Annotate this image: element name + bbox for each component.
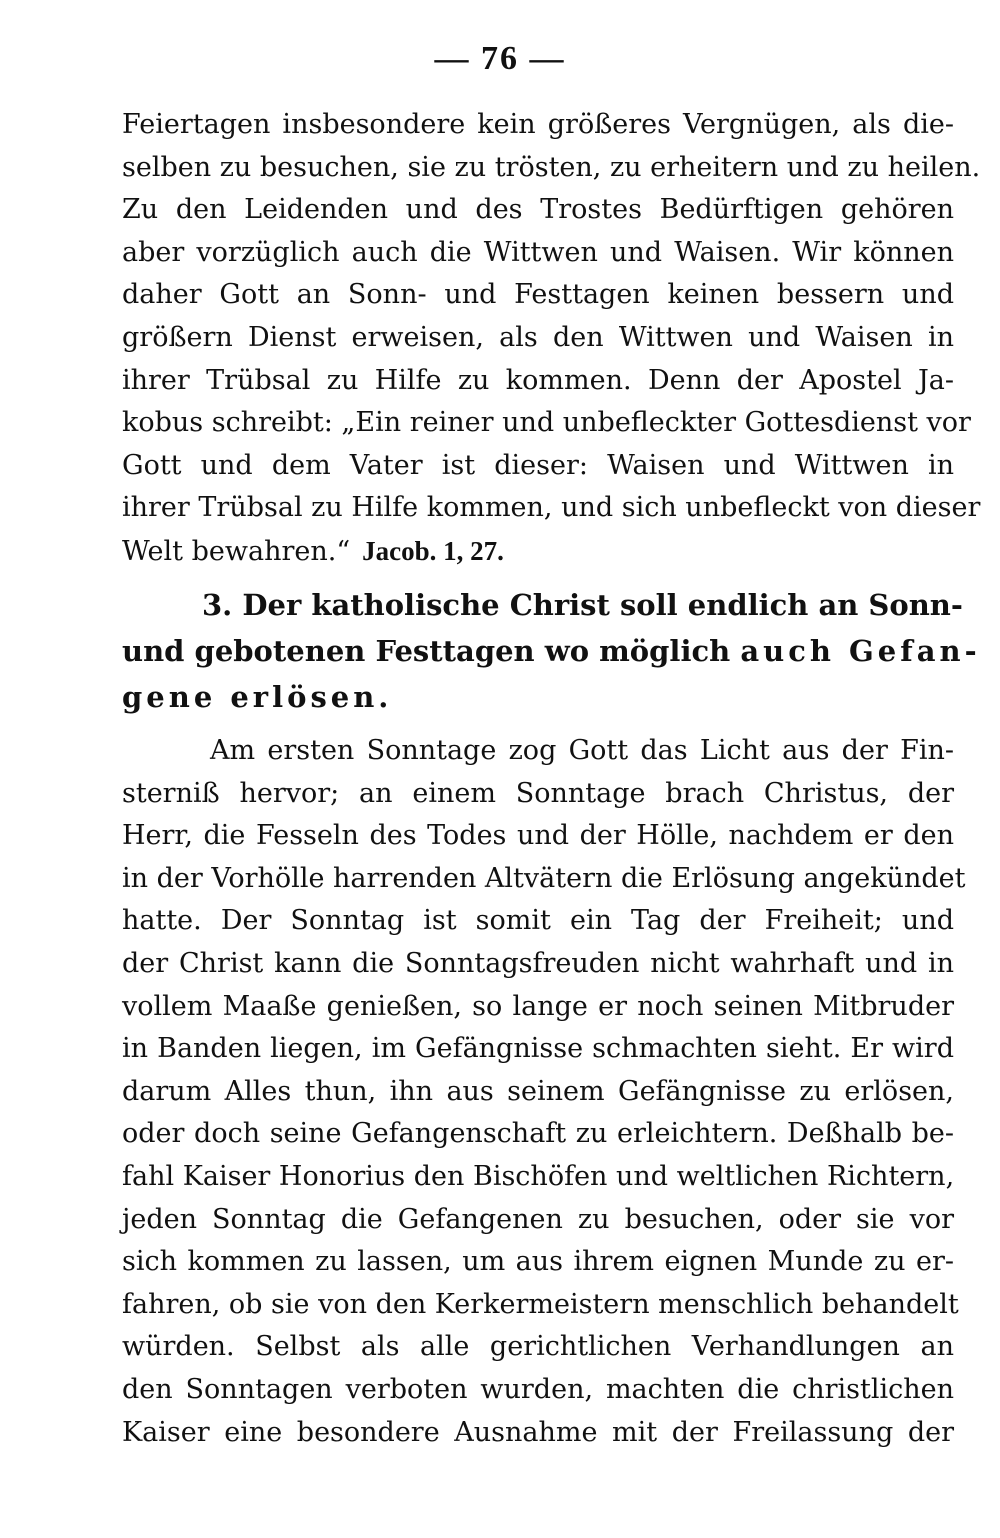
text-line: in der Vorhölle harrenden Altvätern die Erlösung angekündet	[122, 862, 966, 894]
text-line: Feiertagen insbesondere kein größeres Vergnügen, als die-	[122, 109, 954, 140]
heading-line	[122, 628, 981, 674]
text-line: Am ersten Sonntage zog Gott das Licht aus der Fin-	[210, 735, 954, 766]
text-line: darum Alles thun, ihn aus seinem Gefängnisse zu erlösen,	[122, 1075, 954, 1107]
paragraph-body	[122, 730, 966, 1454]
text-line: fahren, ob sie von den Kerkermeistern menschlich behandelt	[122, 1288, 959, 1320]
text-fragment: Welt bewahren.“	[122, 535, 351, 567]
bible-citation: Jacob. 1, 27.	[362, 535, 504, 566]
text-line: würden. Selbst als alle gerichtlichen Verhandlungen an	[122, 1331, 954, 1363]
text-line: der Christ kann die Sonntagsfreuden nicht wahrhaft und in	[122, 947, 954, 979]
heading-fragment: und gebotenen Festtagen wo möglich	[122, 634, 741, 668]
text-line: fahl Kaiser Honorius den Bischöfen und weltlichen Richtern,	[122, 1160, 955, 1192]
paragraph-continuation	[122, 104, 981, 573]
page-number: — 76 —	[434, 40, 566, 77]
text-line: jeden Sonntag die Gefangenen zu besuchen, oder sie vor	[122, 1203, 954, 1235]
text-line: sterniß hervor; an einem Sonntage brach Christus, der	[122, 777, 954, 809]
text-line: ihrer Trübsal zu Hilfe zu kommen. Denn der Apostel Ja-	[122, 364, 954, 396]
heading-line: gene erlösen.	[122, 680, 393, 714]
heading-fragment-spaced: auch Gefan-	[740, 634, 981, 668]
text-line: Kaiser eine besondere Ausnahme mit der Freilassung der	[122, 1416, 954, 1448]
text-line: sich kommen zu lassen, um aus ihrem eignen Munde zu er-	[122, 1246, 954, 1278]
text-line: den Sonntagen verboten wurden, machten die christlichen	[122, 1373, 954, 1405]
text-line: Herr, die Fesseln des Todes und der Hölle, nachdem er den	[122, 820, 954, 852]
text-line-last	[122, 530, 954, 573]
text-line: ihrer Trübsal zu Hilfe kommen, und sich unbefleckt von dieser	[122, 492, 981, 524]
text-line: vollem Maaße genießen, so lange er noch seinen Mitbruder	[122, 990, 954, 1022]
text-line: kobus schreibt: „Ein reiner und unbefleckter Gottesdienst vor	[122, 407, 971, 439]
section-heading	[122, 582, 981, 720]
heading-line: 3. Der katholische Christ soll endlich an Sonn-	[202, 588, 963, 622]
text-line: selben zu besuchen, sie zu trösten, zu erheitern und zu heilen.	[122, 151, 981, 183]
text-line: aber vorzüglich auch die Wittwen und Waisen. Wir können	[122, 236, 954, 268]
text-line: Gott und dem Vater ist dieser: Waisen und Wittwen in	[122, 449, 954, 481]
text-line: Zu den Leidenden und des Trostes Bedürftigen gehören	[122, 194, 954, 226]
text-line: hatte. Der Sonntag ist somit ein Tag der Freiheit; und	[122, 905, 954, 937]
text-line: größern Dienst erweisen, als den Wittwen und Waisen in	[122, 321, 954, 353]
text-line: oder doch seine Gefangenschaft zu erleichtern. Deßhalb be-	[122, 1118, 954, 1150]
text-line: in Banden liegen, im Gefängnisse schmachten sieht. Er wird	[122, 1033, 954, 1065]
text-line: daher Gott an Sonn- und Festtagen keinen bessern und	[122, 279, 954, 311]
